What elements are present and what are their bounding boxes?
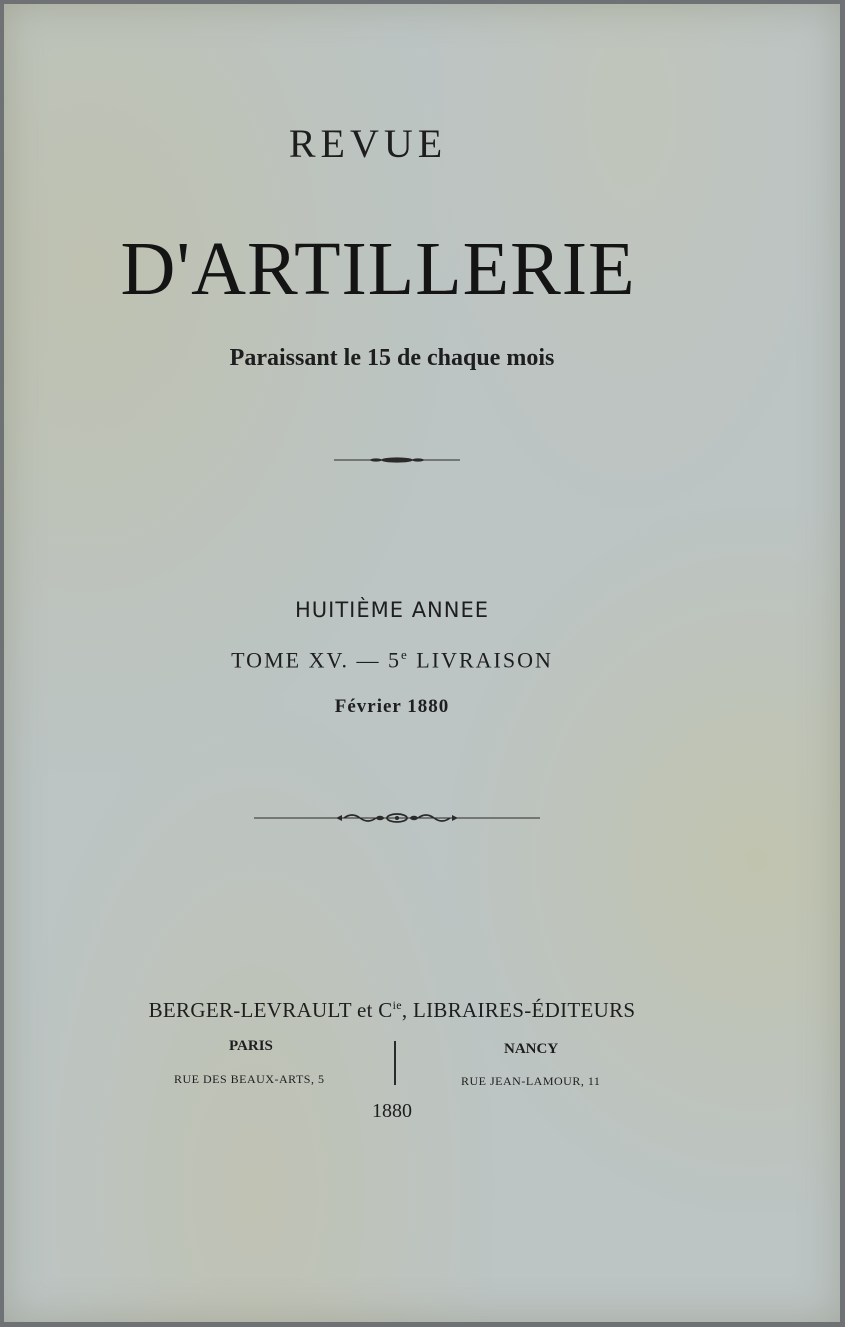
address-paris: RUE DES BEAUX-ARTS, 5 bbox=[174, 1072, 325, 1086]
ornament-divider-bottom bbox=[252, 808, 542, 828]
volume-issue bbox=[0, 647, 810, 673]
cover-page bbox=[4, 4, 840, 1322]
publisher-sup: ie bbox=[392, 998, 402, 1012]
city-paris: PARIS bbox=[229, 1038, 273, 1054]
volume-issue-suffix: LIVRAISON bbox=[408, 647, 553, 673]
subtitle: Paraissant le 15 de chaque mois bbox=[229, 345, 555, 371]
ornament-divider-top bbox=[332, 453, 462, 467]
address-nancy: RUE JEAN-LAMOUR, 11 bbox=[461, 1074, 601, 1088]
city-nancy: NANCY bbox=[504, 1041, 559, 1057]
volume-issue-sup: e bbox=[401, 647, 409, 662]
address-divider bbox=[394, 1041, 396, 1085]
publisher-suffix: , LIBRAIRES-ÉDITEURS bbox=[401, 998, 636, 1022]
publication-year: 1880 bbox=[372, 1100, 412, 1122]
publisher-prefix: BERGER-LEVRAULT et C bbox=[148, 998, 393, 1022]
title-revue: REVUE bbox=[288, 121, 448, 166]
publisher-line bbox=[0, 998, 810, 1023]
issue-date: Février 1880 bbox=[334, 696, 450, 717]
title-artillerie: D'ARTILLERIE bbox=[120, 227, 636, 311]
volume-issue-prefix: TOME XV. — 5 bbox=[231, 647, 402, 673]
edition-year-label: HUITIÈME ANNEE bbox=[294, 598, 490, 622]
